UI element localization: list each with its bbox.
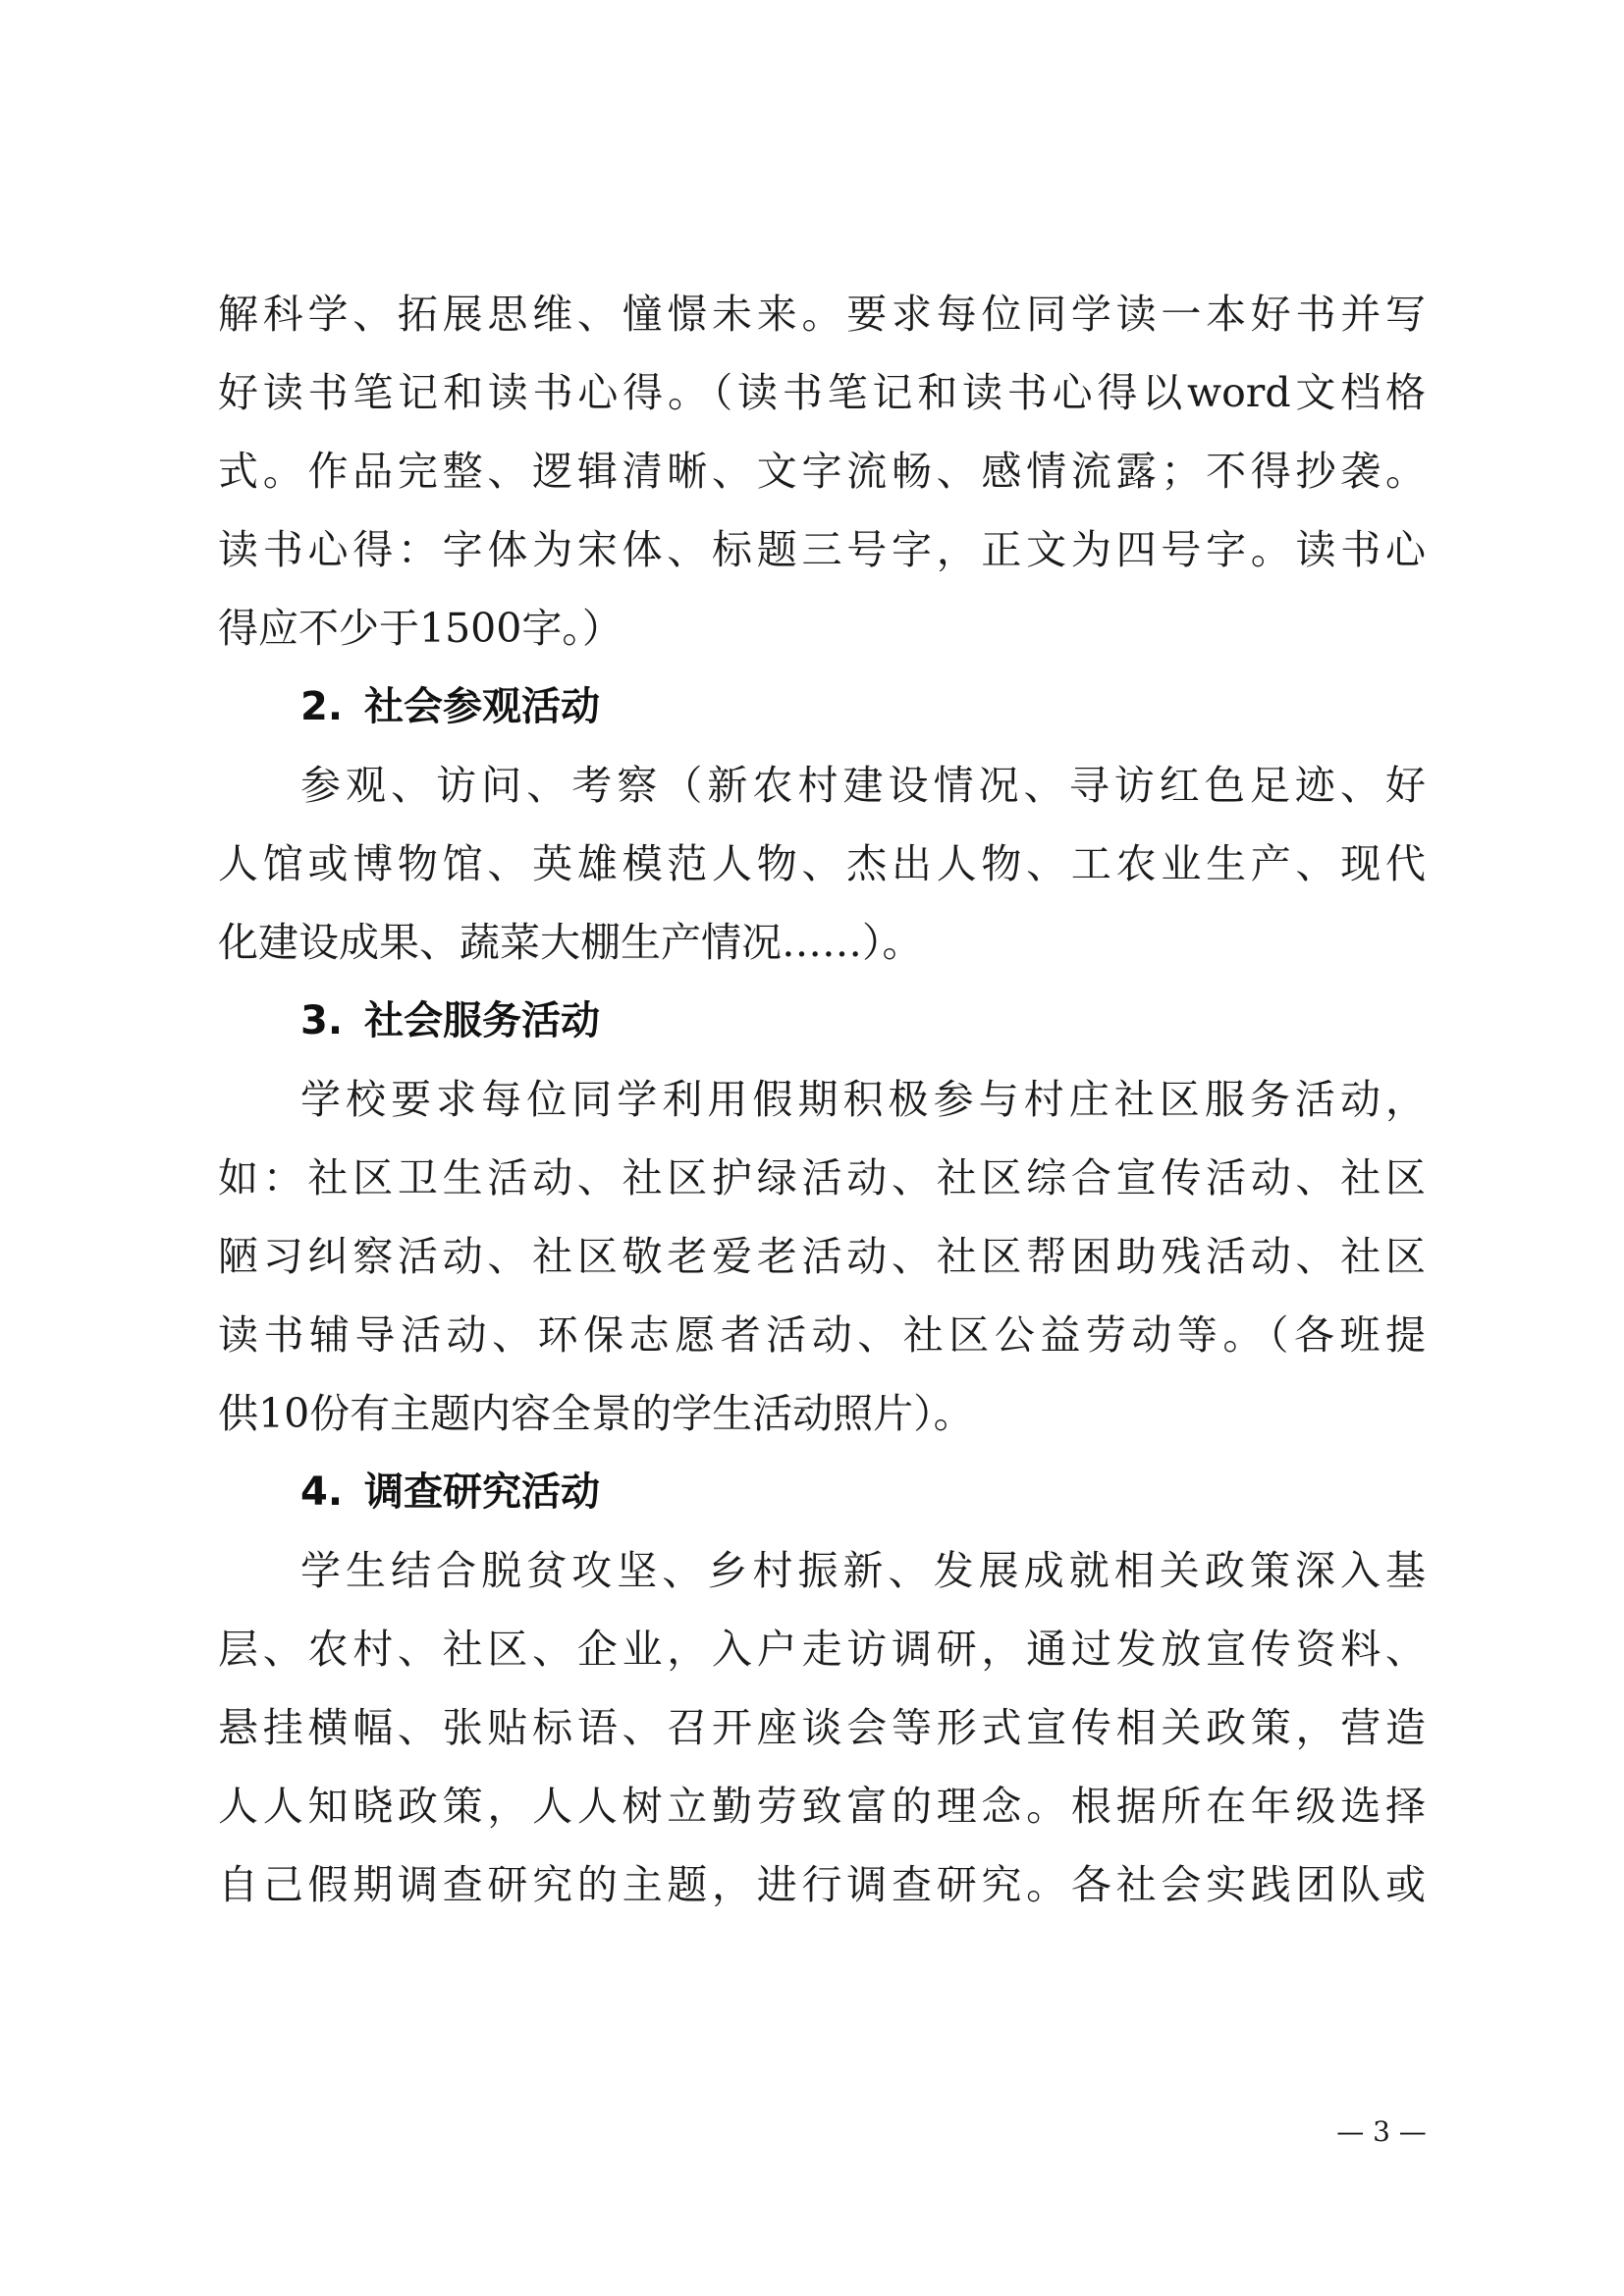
section-text-line: 人人知晓政策，人人树立勤劳致富的理念。根据所在年级选择 <box>218 1783 1426 1830</box>
section-heading-research <box>300 1463 600 1522</box>
section-heading-service <box>300 991 600 1050</box>
section-number: 2. <box>300 684 344 729</box>
section-text-line: 供10份有主题内容全景的学生活动照片）。 <box>218 1390 974 1437</box>
reading-text-line: 解科学、拓展思维、憧憬未来。要求每位同学读一本好书并写 <box>218 291 1426 338</box>
section-title: 社会参观活动 <box>364 684 601 729</box>
reading-text-line: 式。作品完整、逻辑清晰、文字流畅、感情流露；不得抄袭。 <box>218 448 1426 495</box>
section-title: 社会服务活动 <box>364 998 601 1043</box>
section-text-line: 学校要求每位同学利用假期积极参与村庄社区服务活动， <box>300 1076 1426 1123</box>
section-text-line: 化建设成果、蔬菜大棚生产情况……）。 <box>218 919 923 966</box>
section-text-line: 陋习纠察活动、社区敬老爱老活动、社区帮困助残活动、社区 <box>218 1233 1426 1280</box>
section-text-line: 层、农村、社区、企业，入户走访调研，通过发放宣传资料、 <box>218 1626 1426 1673</box>
section-number: 3. <box>300 998 344 1043</box>
section-text-line: 参观、访问、考察（新农村建设情况、寻访红色足迹、好 <box>300 762 1426 809</box>
reading-text-line: 读书心得：字体为宋体、标题三号字，正文为四号字。读书心 <box>218 526 1426 573</box>
section-text-line: 悬挂横幅、张贴标语、召开座谈会等形式宣传相关政策，营造 <box>218 1704 1426 1751</box>
section-title: 调查研究活动 <box>364 1469 601 1515</box>
section-text-line: 自己假期调查研究的主题，进行调查研究。各社会实践团队或 <box>218 1861 1426 1908</box>
section-heading-visit <box>300 677 600 736</box>
section-text-line: 人馆或博物馆、英雄模范人物、杰出人物、工农业生产、现代 <box>218 840 1426 887</box>
page-number: — 3 — <box>1336 2115 1427 2148</box>
reading-text-line: 得应不少于1500字。） <box>218 605 623 652</box>
section-text-line: 如：社区卫生活动、社区护绿活动、社区综合宣传活动、社区 <box>218 1154 1426 1201</box>
section-number: 4. <box>300 1469 344 1515</box>
section-text-line: 学生结合脱贫攻坚、乡村振新、发展成就相关政策深入基 <box>300 1547 1426 1594</box>
section-text-line: 读书辅导活动、环保志愿者活动、社区公益劳动等。（各班提 <box>218 1311 1426 1359</box>
reading-text-line: 好读书笔记和读书心得。（读书笔记和读书心得以word文档格 <box>218 369 1426 416</box>
